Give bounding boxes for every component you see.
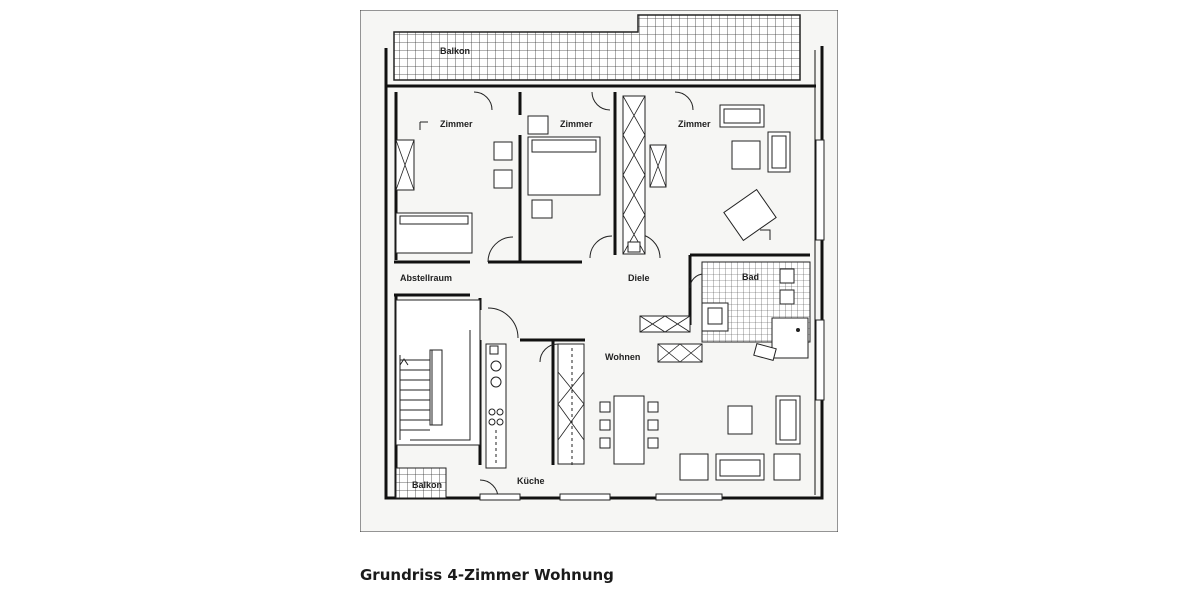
label-abstellraum: Abstellraum xyxy=(400,273,453,283)
label-wohnen: Wohnen xyxy=(605,352,641,362)
label-zimmer-1: Zimmer xyxy=(440,119,473,129)
label-balkon-top: Balkon xyxy=(440,46,471,56)
label-balkon-bottom: Balkon xyxy=(412,480,443,490)
plan-caption: Grundriss 4-Zimmer Wohnung xyxy=(360,566,614,584)
label-zimmer-3: Zimmer xyxy=(678,119,711,129)
label-bad: Bad xyxy=(742,272,760,282)
label-diele: Diele xyxy=(628,273,650,283)
label-kueche: Küche xyxy=(517,476,545,486)
label-zimmer-2: Zimmer xyxy=(560,119,593,129)
staircase xyxy=(396,300,480,445)
floor-plan-drawing xyxy=(360,10,838,532)
